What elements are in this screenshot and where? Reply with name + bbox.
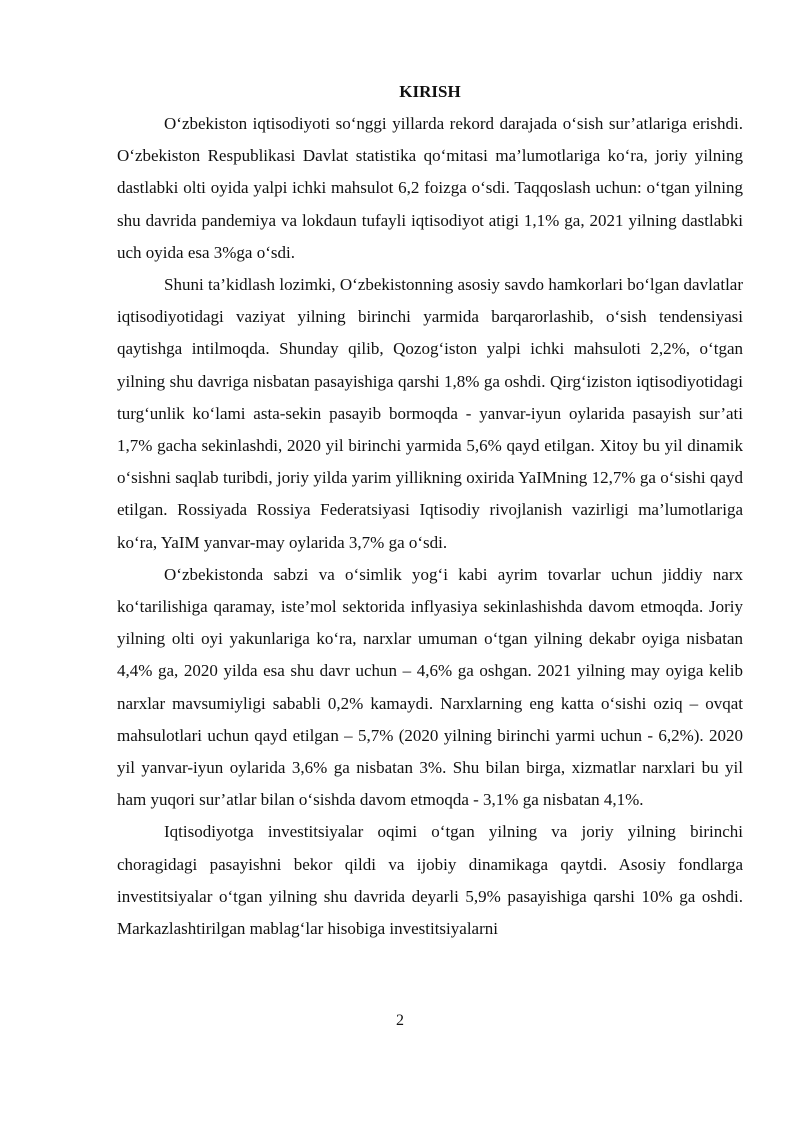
paragraph-3: O‘zbekistonda sabzi va o‘simlik yog‘i kabi ayrim tovarlar uchun jiddiy narx ko‘tarilishiga qaramay, iste’mol sektorida inflyasiya sekinlashishda davom etmoqda. Joriy yilning olti oyi yakunlariga ko‘ra, narxlar umuman o‘tgan yilning dekabr oyiga nisbatan 4,4% ga, 2020 yilda esa shu davr uchun – 4,6% ga oshgan. 2021 yilning may oyiga kelib narxlar mavsumiyligi sababli 0,2% kamaydi. Narxlarning eng katta o‘sishi oziq – ovqat mahsulotlari uchun qayd etilgan – 5,7% (2020 yilning birinchi yarmi uchun - 6,2%). 2020 yil yanvar-iyun oylarida 3,6% ga nisbatan 3%. Shu bilan birga, xizmatlar narxlari bu yil ham yuqori sur’atlar bilan o‘sishda davom etmoqda - 3,1% ga nisbatan 4,1%. <box>117 564 743 810</box>
page-title: KIRISH <box>399 82 461 101</box>
paragraph-4: Iqtisodiyotga investitsiyalar oqimi o‘tgan yilning va joriy yilning birinchi choragidagi pasayishni bekor qildi va ijobiy dinamikaga qaytdi. Asosiy fondlarga investitsiyalar o‘tgan yilning shu davrida deyarli 5,9% pasayishiga qarshi 10% ga oshdi. Markazlashtirilgan mablag‘lar hisobiga investitsiyalarni <box>117 822 743 939</box>
document-body <box>117 76 743 945</box>
paragraph-2: Shuni ta’kidlash lozimki, O‘zbekistonning asosiy savdo hamkorlari bo‘lgan davlatlar iqtisodiyotidagi vaziyat yilning birinchi yarmida barqarorlashib, o‘sish tendensiyasi qaytishga intilmoqda. Shunday qilib, Qozog‘iston yalpi ichki mahsuloti 2,2%, o‘tgan yilning shu davriga nisbatan pasayishiga qarshi 1,8% ga oshdi. Qirg‘iziston iqtisodiyotidagi turg‘unlik ko‘lami asta-sekin pasayib bormoqda - yanvar-iyun oylarida pasayish sur’ati 1,7% gacha sekinlashdi, 2020 yil birinchi yarmida 5,6% qayd etilgan. Xitoy bu yil dinamik o‘sishni saqlab turibdi, joriy yilda yarim yillikning oxirida YaIMning 12,7% ga o‘sishi qayd etilgan. Rossiyada Rossiya Federatsiyasi Iqtisodiy rivojlanish vazirligi ma’lumotlariga ko‘ra, YaIM yanvar-may oylarida 3,7% ga o‘sdi. <box>117 275 743 552</box>
page-number: 2 <box>396 1012 404 1029</box>
paragraph-1: O‘zbekiston iqtisodiyoti so‘nggi yillarda rekord darajada o‘sish sur’atlariga erishdi. O‘zbekiston Respublikasi Davlat statistika qo‘mitasi ma’lumotlariga ko‘ra, joriy yilning dastlabki olti oyida yalpi ichki mahsulot 6,2 foizga o‘sdi. Taqqoslash uchun: o‘tgan yilning shu davrida pandemiya va lokdaun tufayli iqtisodiyot atigi 1,1% ga, 2021 yilning dastlabki uch oyida esa 3%ga o‘sdi. <box>117 114 743 262</box>
